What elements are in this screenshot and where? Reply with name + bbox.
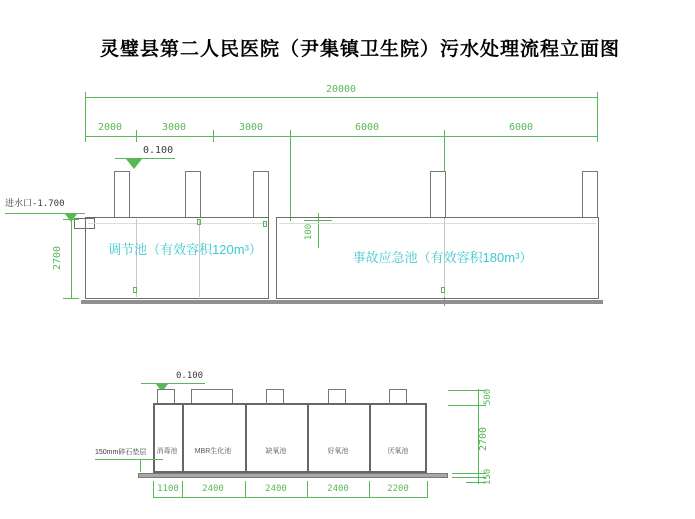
compartment-label-2: MBR生化池 xyxy=(194,448,232,455)
vent-column xyxy=(253,171,269,218)
dim-tick xyxy=(85,130,86,142)
dim-tick xyxy=(245,481,246,498)
dim-depth-label: 2700 xyxy=(52,245,63,271)
dim-line-total xyxy=(85,97,598,98)
tank-emergency-label: 事故应急池（有效容积180m³） xyxy=(352,250,533,265)
page-title: 灵璧县第二人民医院（尹集镇卫生院）污水处理流程立面图 xyxy=(99,39,620,60)
dim-tick xyxy=(427,481,428,498)
vent-cover xyxy=(328,389,346,404)
dim-tick xyxy=(597,130,598,142)
tank-partition xyxy=(199,219,200,297)
vent-column xyxy=(430,171,446,218)
elevation-line xyxy=(141,383,205,384)
dim-segment-4: 6000 xyxy=(354,122,380,133)
dim-width-2: 2400 xyxy=(202,484,224,494)
dim-line-depth xyxy=(71,219,72,299)
hatch-mark xyxy=(441,287,445,293)
equipment-outline xyxy=(153,403,427,473)
compartment-label-4: 好氧池 xyxy=(327,448,349,455)
vent-cover xyxy=(266,389,284,404)
dim-tick xyxy=(448,390,486,391)
base-slab xyxy=(81,300,603,304)
dim-segment-1: 2000 xyxy=(97,122,123,133)
equipment-partition xyxy=(182,405,184,471)
dim-width-5: 2200 xyxy=(387,484,409,494)
dim-segment-5: 6000 xyxy=(508,122,534,133)
tank-adjusting-outline xyxy=(85,217,269,299)
elevation-triangle-icon xyxy=(126,159,142,169)
base-note: 150mm碎石垫层 xyxy=(95,449,147,456)
note-leader-line xyxy=(140,459,141,472)
vent-cover xyxy=(157,389,175,404)
tank-inner-line xyxy=(279,223,596,224)
dim-height-top: 500 xyxy=(483,388,493,406)
vent-column xyxy=(185,171,201,218)
dim-width-4: 2400 xyxy=(327,484,349,494)
dim-tick xyxy=(136,130,137,142)
vent-column xyxy=(582,171,598,218)
hatch-mark xyxy=(197,219,201,225)
dim-tick xyxy=(448,405,486,406)
equipment-partition xyxy=(369,405,371,471)
elevation-line xyxy=(115,158,175,159)
vent-column xyxy=(114,171,130,218)
tank-partition xyxy=(136,219,137,297)
equipment-partition xyxy=(245,405,247,471)
dim-tick xyxy=(369,481,370,498)
note-leader-line xyxy=(95,459,163,460)
hatch-mark xyxy=(263,221,267,227)
dim-segment-2: 3000 xyxy=(161,122,187,133)
dim-height-bottom: 150 xyxy=(483,468,493,486)
equipment-partition xyxy=(307,405,309,471)
base-slab xyxy=(138,473,448,478)
elevation-value: 0.100 xyxy=(176,371,204,381)
inlet-label: 进水口-1.700 xyxy=(5,199,65,209)
dim-tick xyxy=(452,477,486,478)
dim-tick xyxy=(63,298,79,299)
dim-width-1: 1100 xyxy=(157,484,179,494)
dim-freeboard-label: 100 xyxy=(304,223,314,241)
compartment-label-5: 厌氧池 xyxy=(387,448,409,455)
dim-height-middle: 2700 xyxy=(478,426,489,452)
tank-adjusting-label: 调节池（有效容积120m³） xyxy=(108,242,262,257)
dim-tick xyxy=(307,481,308,498)
dim-line-widths xyxy=(153,497,427,498)
tank-inner-line xyxy=(88,223,266,224)
dim-tick xyxy=(452,473,486,474)
dim-width-3: 2400 xyxy=(265,484,287,494)
dim-line-segments xyxy=(85,136,598,137)
dim-ext-line xyxy=(290,136,291,221)
vent-cover xyxy=(191,389,233,404)
hatch-mark xyxy=(133,287,137,293)
dim-segment-3: 3000 xyxy=(238,122,264,133)
dim-tick xyxy=(213,130,214,142)
compartment-label-3: 缺氧池 xyxy=(265,448,287,455)
compartment-label-1: 消毒池 xyxy=(156,448,178,455)
vent-cover xyxy=(389,389,407,404)
dim-total-label: 20000 xyxy=(325,84,357,95)
dim-tick xyxy=(63,219,79,220)
elevation-value: 0.100 xyxy=(143,145,174,156)
